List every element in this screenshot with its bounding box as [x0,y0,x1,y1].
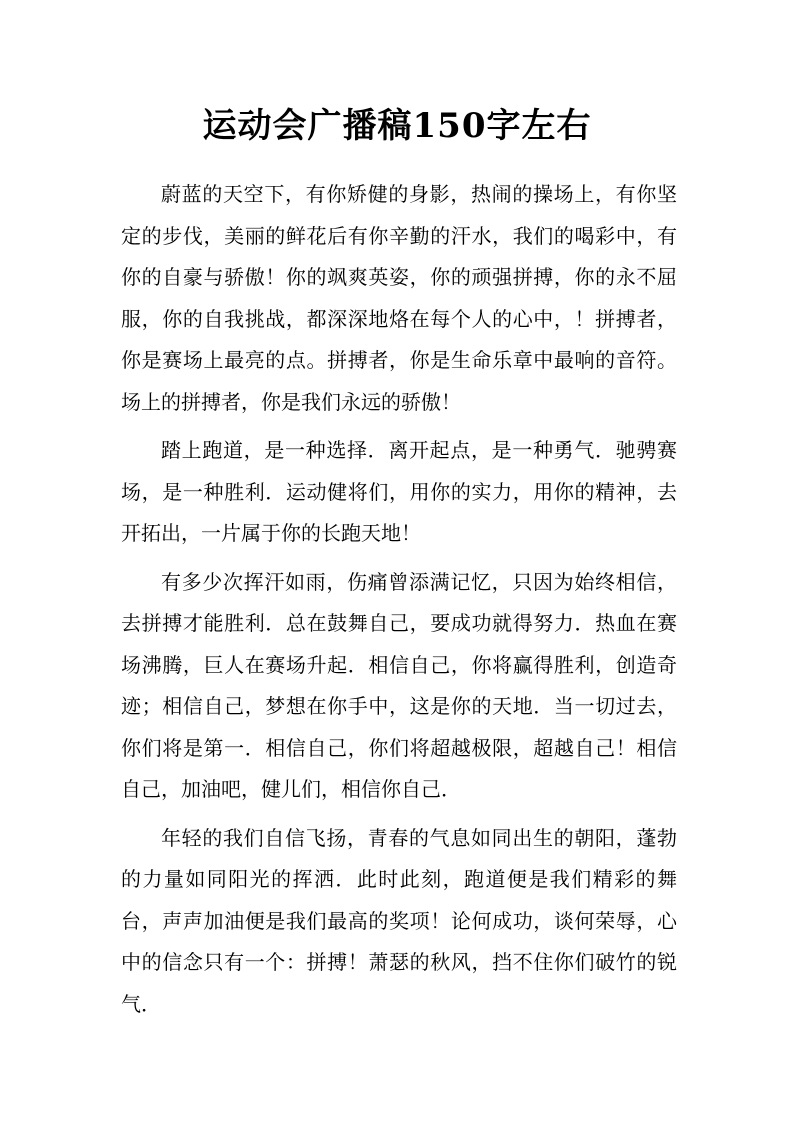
document-title: 运动会广播稿150字左右 [202,106,592,146]
paragraph-3: 有多少次挥汗如雨，伤痛曾添满记忆，只因为始终相信，去拼搏才能胜利．总在鼓舞自己，要成功就得努力．热血在赛场沸腾，巨人在赛场升起．相信自己，你将赢得胜利，创造奇迹；相信自己，梦想在你手中，这是你的天地．当一切过去，你们将是第一．相信自己，你们将超越极限，超越自己！相信自己，加油吧，健儿们，相信你自己． [121,569,677,801]
document-body [121,174,677,1032]
paragraph-2: 踏上跑道，是一种选择．离开起点，是一种勇气．驰骋赛场，是一种胜利．运动健将们，用你的实力，用你的精神，去开拓出，一片属于你的长跑天地！ [121,438,677,545]
paragraph-1: 蔚蓝的天空下，有你矫健的身影，热闹的操场上，有你坚定的步伐，美丽的鲜花后有你辛勤的汗水，我们的喝彩中，有你的自豪与骄傲！你的飒爽英姿，你的顽强拼搏，你的永不屈服，你的自我挑战，都深深地烙在每个人的心中，！拼搏者，你是赛场上最亮的点。拼搏者，你是生命乐章中最响的音符。场上的拼搏者，你是我们永远的骄傲！ [121,182,677,414]
paragraph-4: 年轻的我们自信飞扬，青春的气息如同出生的朝阳，蓬勃的力量如同阳光的挥洒．此时此刻，跑道便是我们精彩的舞台，声声加油便是我们最高的奖项！论何成功，谈何荣辱，心中的信念只有一个：拼搏！萧瑟的秋风，挡不住你们破竹的锐气． [121,825,677,1016]
